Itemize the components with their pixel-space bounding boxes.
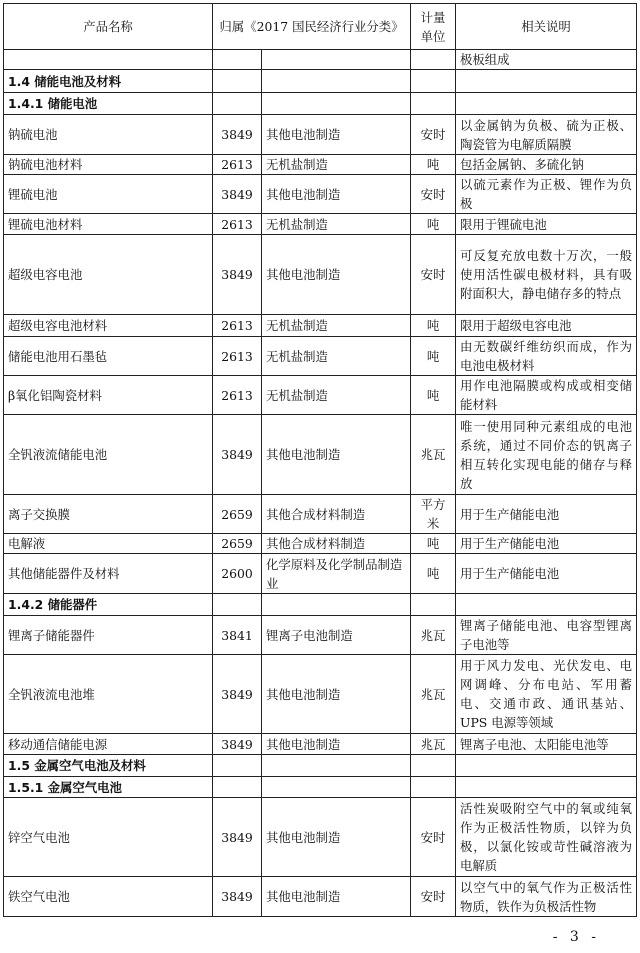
table-row [4,734,637,755]
unit: 安时 [411,175,456,214]
industry-name: 其他电池制造 [262,877,411,917]
note: 以金属钠为负极、硫为正极、陶瓷管为电解质隔膜 [456,115,637,155]
note: 包括金属钠、多硫化钠 [456,155,637,175]
industry-name: 其他电池制造 [262,655,411,734]
industry-code: 2613 [213,155,262,175]
product-table [3,3,637,917]
product-name: 其他储能器件及材料 [4,554,213,594]
note: 由无数碳纤维纺织而成，作为电池电极材料 [456,337,637,376]
industry-code: 2613 [213,376,262,415]
table-row [4,534,637,554]
header-industry: 归属《2017 国民经济行业分类》 [213,4,411,50]
note: 以空气中的氧气作为正极活性物质，铁作为负极活性物 [456,877,637,917]
section-row [4,594,637,616]
header-note: 相关说明 [456,4,637,50]
unit: 安时 [411,798,456,877]
section-row [4,777,637,798]
product-name: 钠硫电池 [4,115,213,155]
unit: 兆瓦 [411,616,456,655]
industry-name: 无机盐制造 [262,315,411,337]
product-name: β氧化铝陶瓷材料 [4,376,213,415]
unit: 兆瓦 [411,415,456,495]
section-row [4,70,637,93]
industry-code: 2600 [213,554,262,594]
industry-name: 其他合成材料制造 [262,495,411,534]
industry-code: 3849 [213,415,262,495]
table-row [4,554,637,594]
table-row [4,315,637,337]
note: 用于风力发电、光伏发电、电网调峰、分布电站、军用蓄电、交通市政、通讯基站、UPS 电源等领域 [456,655,637,734]
industry-name: 其他电池制造 [262,235,411,315]
unit: 吨 [411,315,456,337]
unit: 安时 [411,115,456,155]
product-name: 移动通信储能电源 [4,734,213,755]
product-name: 全钒液流储能电池 [4,415,213,495]
note: 活性炭吸附空气中的氧或纯氧作为正极活性物质，以锌为负极，以氯化铵或苛性碱溶液为电解质 [456,798,637,877]
header-unit: 计量单位 [411,4,456,50]
continued-note: 极板组成 [456,50,637,70]
industry-code: 2613 [213,214,262,235]
table-row [4,415,637,495]
table-row [4,155,637,175]
table-row [4,337,637,376]
industry-code: 3849 [213,235,262,315]
unit: 平方米 [411,495,456,534]
note: 锂离子电池、太阳能电池等 [456,734,637,755]
section-title: 1.5.1 金属空气电池 [4,777,213,798]
product-name: 锂硫电池材料 [4,214,213,235]
industry-name: 无机盐制造 [262,214,411,235]
section-title: 1.5 金属空气电池及材料 [4,755,213,777]
industry-code: 3849 [213,798,262,877]
section-title: 1.4 储能电池及材料 [4,70,213,93]
product-name: 超级电容电池材料 [4,315,213,337]
product-name: 锌空气电池 [4,798,213,877]
product-name: 离子交换膜 [4,495,213,534]
product-name: 锂离子储能器件 [4,616,213,655]
industry-name: 化学原料及化学制品制造业 [262,554,411,594]
table-header-row [4,4,637,50]
product-name: 超级电容电池 [4,235,213,315]
table-row [4,877,637,917]
unit: 安时 [411,235,456,315]
product-name: 铁空气电池 [4,877,213,917]
table-row [4,798,637,877]
note: 锂离子储能电池、电容型锂离子电池等 [456,616,637,655]
industry-code: 2613 [213,315,262,337]
unit: 吨 [411,155,456,175]
unit: 吨 [411,554,456,594]
section-title: 1.4.1 储能电池 [4,93,213,115]
unit: 吨 [411,337,456,376]
industry-code: 3849 [213,655,262,734]
table-row [4,495,637,534]
industry-code: 3849 [213,115,262,155]
product-name: 锂硫电池 [4,175,213,214]
note: 用于生产储能电池 [456,534,637,554]
note: 用于生产储能电池 [456,495,637,534]
table-row [4,376,637,415]
industry-name: 其他合成材料制造 [262,534,411,554]
unit: 吨 [411,534,456,554]
industry-code: 3849 [213,734,262,755]
industry-code: 2659 [213,534,262,554]
note: 用于生产储能电池 [456,554,637,594]
industry-code: 3841 [213,616,262,655]
industry-code: 2659 [213,495,262,534]
table-row [4,235,637,315]
industry-name: 无机盐制造 [262,337,411,376]
industry-name: 无机盐制造 [262,376,411,415]
industry-name: 无机盐制造 [262,155,411,175]
section-row [4,93,637,115]
unit: 吨 [411,214,456,235]
table-row [4,655,637,734]
unit: 兆瓦 [411,734,456,755]
note: 限用于超级电容电池 [456,315,637,337]
industry-name: 锂离子电池制造 [262,616,411,655]
note: 可反复充放电数十万次，一般使用活性碳电极材料，具有吸附面积大，静电储存多的特点 [456,235,637,315]
product-name: 电解液 [4,534,213,554]
unit: 兆瓦 [411,655,456,734]
table-row [4,616,637,655]
table-row [4,115,637,155]
industry-name: 其他电池制造 [262,415,411,495]
product-name: 储能电池用石墨毡 [4,337,213,376]
industry-name: 其他电池制造 [262,115,411,155]
product-name: 钠硫电池材料 [4,155,213,175]
unit: 安时 [411,877,456,917]
header-product-name: 产品名称 [4,4,213,50]
industry-code: 2613 [213,337,262,376]
unit: 吨 [411,376,456,415]
industry-name: 其他电池制造 [262,798,411,877]
industry-name: 其他电池制造 [262,734,411,755]
note: 限用于锂硫电池 [456,214,637,235]
table-row [4,175,637,214]
note: 以硫元素作为正极、锂作为负极 [456,175,637,214]
note: 唯一使用同种元素组成的电池系统，通过不同价态的钒离子相互转化实现电能的储存与释放 [456,415,637,495]
section-title: 1.4.2 储能器件 [4,594,213,616]
note: 用作电池隔膜或构成或相变储能材料 [456,376,637,415]
continued-row [4,50,637,70]
industry-code: 3849 [213,175,262,214]
table-row [4,214,637,235]
industry-name: 其他电池制造 [262,175,411,214]
product-name: 全钒液流电池堆 [4,655,213,734]
section-row [4,755,637,777]
industry-code: 3849 [213,877,262,917]
page-number: - 3 - [552,929,600,945]
